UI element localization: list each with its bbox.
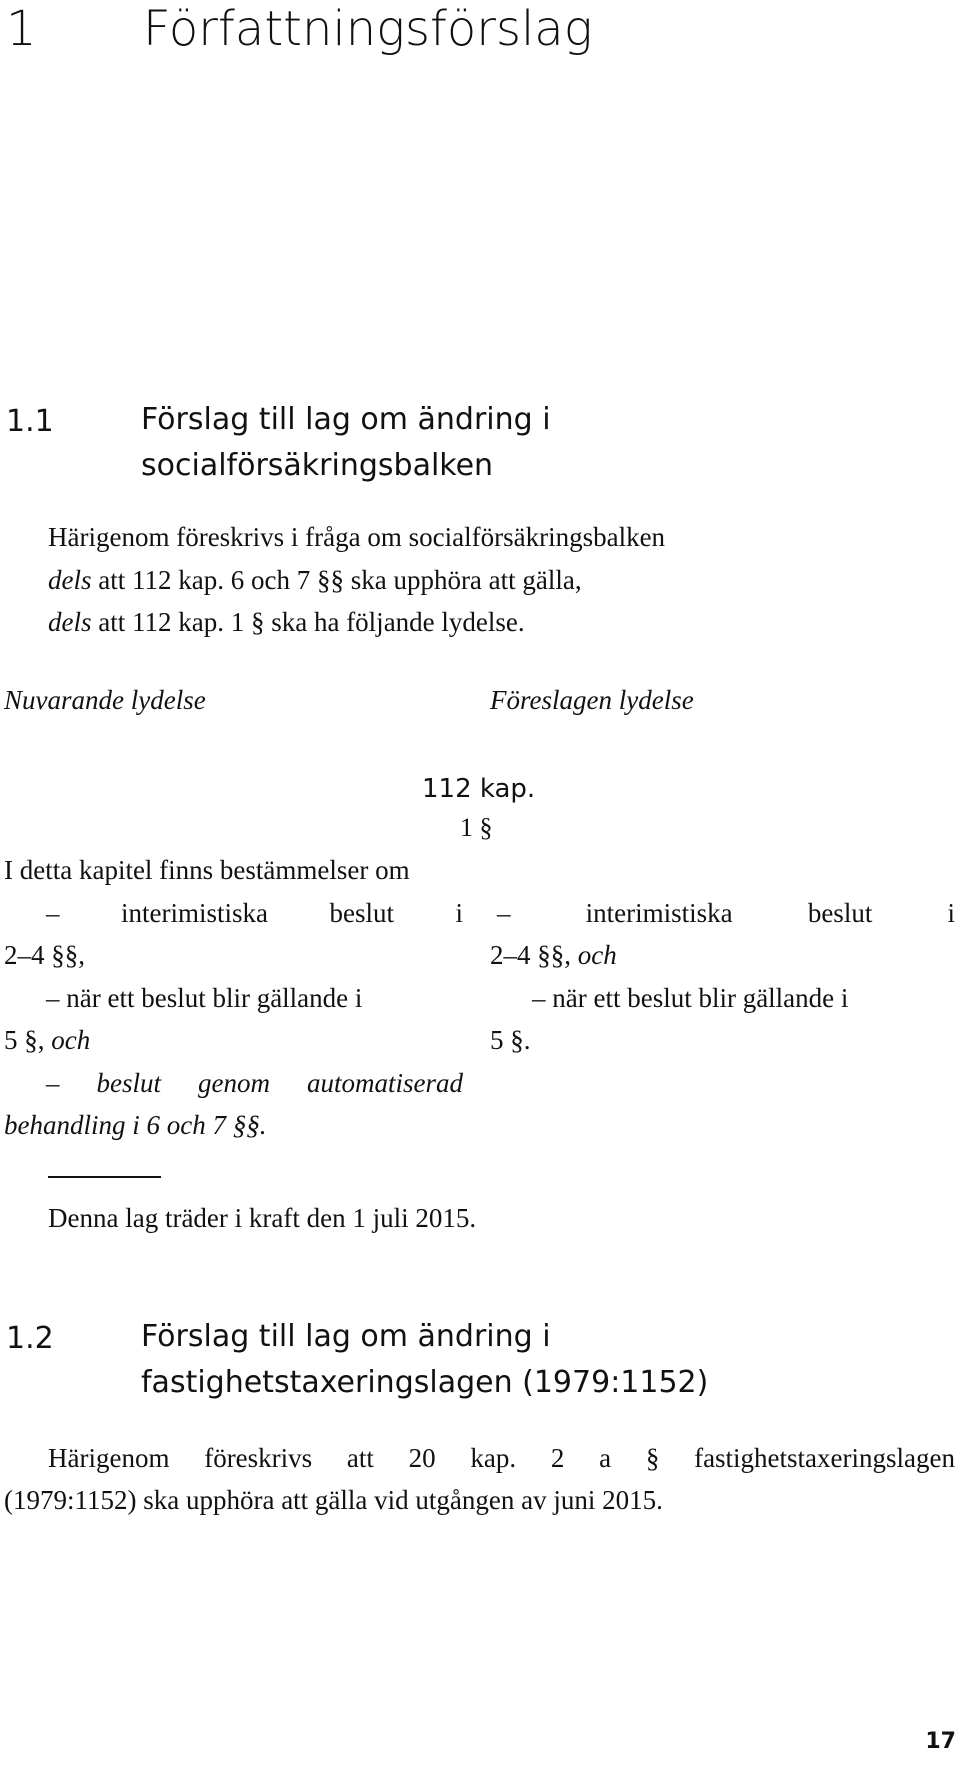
current-item-3-line-1: – beslut genom automatiserad: [46, 1068, 463, 1098]
section-1-1-title-line1: Förslag till lag om ändring i: [141, 402, 551, 437]
proposed-item-2-line-2: 5 §.: [490, 1025, 531, 1055]
chapter-reference: 112 kap.: [422, 774, 536, 804]
column-header-current: Nuvarande lydelse: [4, 685, 206, 715]
page-number: 17: [925, 1729, 956, 1754]
column-header-proposed: Föreslagen lydelse: [490, 685, 694, 715]
section-1-2-title-line2: fastighetstaxeringslagen (1979:1152): [141, 1365, 709, 1400]
proposed-item-2-line-1: – när ett beslut blir gällande i: [532, 983, 849, 1013]
current-item-1-line-1: – interimistiska beslut i: [46, 898, 463, 928]
current-item-2-line-2: [4, 1023, 90, 1057]
transition-rule: [48, 1176, 161, 1178]
proposed-item-1-text: 2–4 §§,: [490, 940, 578, 970]
intro-line-3-text: att 112 kap. 1 § ska ha följande lydelse.: [91, 607, 525, 637]
intro-dels-1: dels: [48, 565, 92, 595]
entry-into-force: Denna lag träder i kraft den 1 juli 2015.: [48, 1203, 477, 1233]
intro-dels-2: dels: [48, 607, 92, 637]
proposed-item-1-line-2: [490, 938, 617, 972]
section-1-2-body-line-1: Härigenom föreskrivs att 20 kap. 2 a § fastighetstaxeringslagen: [48, 1443, 955, 1473]
section-1-2-number: 1.2: [6, 1321, 54, 1356]
proposed-item-1-line-1: – interimistiska beslut i: [497, 898, 955, 928]
current-item-3-line-2: behandling i 6 och 7 §§.: [4, 1110, 267, 1140]
intro-line-3: [48, 605, 525, 639]
current-item-2-text: 5 §,: [4, 1025, 52, 1055]
section-1-2-body-line-2: (1979:1152) ska upphöra att gälla vid utgången av juni 2015.: [4, 1485, 663, 1515]
section-1-1-title-line2: socialförsäkringsbalken: [141, 448, 494, 483]
current-item-2-och: och: [51, 1025, 91, 1055]
chapter-number: 1: [6, 1, 37, 57]
intro-line-2-text: att 112 kap. 6 och 7 §§ ska upphöra att gälla,: [91, 565, 582, 595]
current-item-1-line-2: 2–4 §§,: [4, 940, 85, 970]
proposed-item-1-och: och: [577, 940, 617, 970]
intro-line-2: [48, 563, 582, 597]
chapter-title: Författningsförslag: [143, 1, 593, 57]
section-1-2-title-line1: Förslag till lag om ändring i: [141, 1319, 551, 1354]
section-reference: 1 §: [460, 813, 493, 842]
section-1-1-number: 1.1: [6, 404, 54, 439]
intro-line-1: Härigenom föreskrivs i fråga om socialförsäkringsbalken: [48, 522, 666, 552]
current-item-2-line-1: – när ett beslut blir gällande i: [46, 983, 363, 1013]
common-text: I detta kapitel finns bestämmelser om: [4, 855, 410, 885]
